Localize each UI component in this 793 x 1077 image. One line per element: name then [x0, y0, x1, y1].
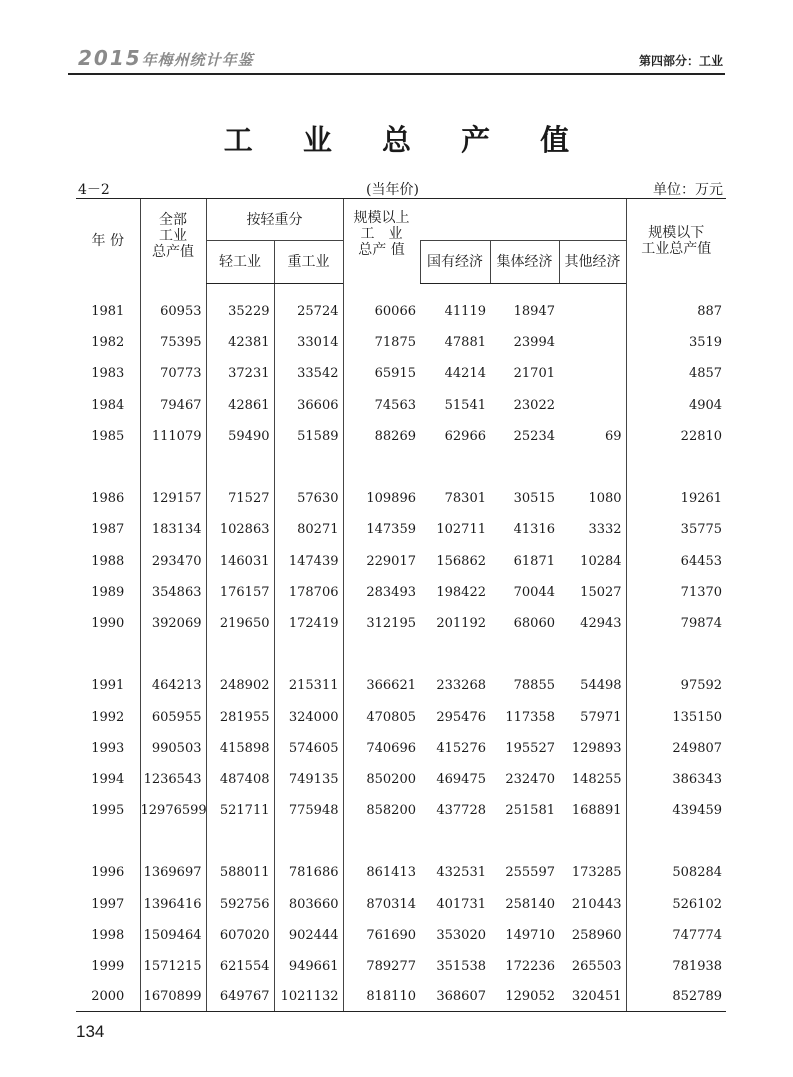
table-row — [76, 358, 726, 389]
value-cell: 233268 — [436, 678, 486, 694]
value-cell: 295476 — [436, 709, 486, 725]
value-cell: 588011 — [206, 857, 274, 888]
table-row — [76, 920, 726, 951]
table-row — [76, 733, 726, 764]
value-cell: 293470 — [140, 546, 206, 577]
value-cell: 248902 — [206, 670, 274, 701]
value-cell: 33014 — [274, 327, 343, 358]
col-collective: 集体经济 — [490, 241, 559, 284]
value-cell: 487408 — [206, 764, 274, 795]
value-cell: 258140 — [505, 896, 555, 912]
value-cell: 401731 — [436, 896, 486, 912]
year-cell: 1991 — [91, 678, 125, 694]
col-state: 国有经济 — [420, 241, 490, 284]
value-cell: 68060 — [513, 615, 555, 631]
value-cell: 281955 — [206, 701, 274, 732]
table-row — [76, 577, 726, 608]
col-heavy: 重工业 — [274, 241, 343, 284]
value-cell: 78301 — [444, 491, 486, 507]
value-cell: 861413 — [343, 857, 420, 888]
value-cell: 23994 — [513, 335, 555, 351]
year-cell: 1994 — [91, 771, 125, 787]
value-cell: 249807 — [626, 733, 726, 764]
value-cell: 21701 — [513, 366, 555, 382]
value-cell: 129052 — [490, 982, 559, 1012]
table-row — [76, 421, 726, 452]
year-cell: 1985 — [91, 428, 125, 444]
value-cell: 1509464 — [140, 920, 206, 951]
header-rule — [68, 73, 725, 75]
value-cell: 415276 — [436, 740, 486, 756]
table-row — [76, 546, 726, 577]
value-cell: 80271 — [274, 514, 343, 545]
value-cell: 219650 — [206, 608, 274, 639]
year-cell: 1984 — [91, 397, 125, 413]
year-cell: 1986 — [91, 491, 125, 507]
value-cell: 607020 — [206, 920, 274, 951]
year-cell: 1990 — [91, 615, 125, 631]
value-cell: 747774 — [626, 920, 726, 951]
table-row — [76, 982, 726, 1012]
value-cell: 57630 — [274, 483, 343, 514]
value-cell: 386343 — [626, 764, 726, 795]
value-cell: 172236 — [505, 959, 555, 975]
value-cell: 156862 — [436, 553, 486, 569]
year-cell: 1981 — [91, 303, 125, 319]
value-cell — [559, 284, 626, 328]
col-year: 年 份 — [76, 199, 140, 284]
value-cell: 781938 — [626, 951, 726, 982]
value-cell: 949661 — [274, 951, 343, 982]
col-by-weight: 按轻重分 — [206, 199, 343, 241]
value-cell: 368607 — [420, 982, 490, 1012]
value-cell: 172419 — [274, 608, 343, 639]
value-cell: 526102 — [626, 889, 726, 920]
year-cell: 2000 — [76, 982, 140, 1012]
value-cell: 902444 — [274, 920, 343, 951]
value-cell: 30515 — [513, 491, 555, 507]
value-cell: 781686 — [274, 857, 343, 888]
value-cell: 439459 — [626, 795, 726, 826]
value-cell: 392069 — [140, 608, 206, 639]
value-cell: 97592 — [626, 670, 726, 701]
value-cell: 351538 — [436, 959, 486, 975]
value-cell: 70773 — [140, 358, 206, 389]
value-cell: 198422 — [436, 584, 486, 600]
table-row — [76, 284, 726, 328]
value-cell: 789277 — [343, 951, 420, 982]
value-cell: 75395 — [140, 327, 206, 358]
year-cell: 1997 — [91, 896, 125, 912]
value-cell: 818110 — [343, 982, 420, 1012]
table-row — [76, 701, 726, 732]
value-cell: 64453 — [626, 546, 726, 577]
value-cell: 803660 — [274, 889, 343, 920]
value-cell: 283493 — [343, 577, 420, 608]
value-cell: 265503 — [571, 959, 622, 975]
value-cell: 42381 — [206, 327, 274, 358]
value-cell: 88269 — [343, 421, 420, 452]
value-cell: 215311 — [274, 670, 343, 701]
value-cell: 508284 — [626, 857, 726, 888]
value-cell: 79467 — [140, 390, 206, 421]
value-cell: 78855 — [513, 678, 555, 694]
value-cell: 176157 — [206, 577, 274, 608]
table-row — [76, 951, 726, 982]
value-cell: 23022 — [513, 397, 555, 413]
year-cell: 1996 — [91, 865, 125, 881]
col-below-scale: 规模以下 工业总产值 — [626, 199, 726, 284]
value-cell — [559, 358, 626, 389]
value-cell: 858200 — [343, 795, 420, 826]
value-cell: 79874 — [626, 608, 726, 639]
value-cell: 129893 — [571, 740, 622, 756]
table-row — [76, 670, 726, 701]
value-cell: 111079 — [140, 421, 206, 452]
year-cell: 1992 — [91, 709, 125, 725]
value-cell: 57971 — [580, 709, 622, 725]
year-cell: 1988 — [91, 553, 125, 569]
page-number: 134 — [76, 1022, 105, 1041]
value-cell: 324000 — [274, 701, 343, 732]
table-row — [76, 390, 726, 421]
value-cell: 201192 — [436, 615, 486, 631]
table-row — [76, 327, 726, 358]
value-cell: 850200 — [343, 764, 420, 795]
value-cell: 19261 — [626, 483, 726, 514]
col-above-scale-group — [420, 199, 626, 241]
yearbook-year: 2015 — [78, 46, 142, 70]
value-cell: 35775 — [626, 514, 726, 545]
value-cell: 432531 — [436, 865, 486, 881]
yearbook-header — [78, 46, 254, 70]
col-light: 轻工业 — [206, 241, 274, 284]
value-cell: 353020 — [436, 927, 486, 943]
value-cell: 4904 — [626, 390, 726, 421]
price-note: (当年价) — [366, 182, 419, 198]
value-cell: 195527 — [505, 740, 555, 756]
value-cell: 366621 — [343, 670, 420, 701]
value-cell: 109896 — [343, 483, 420, 514]
table-row — [76, 483, 726, 514]
table-row — [76, 795, 726, 826]
value-cell: 621554 — [206, 951, 274, 982]
value-cell: 255597 — [505, 865, 555, 881]
value-cell: 65915 — [343, 358, 420, 389]
value-cell: 41119 — [444, 304, 486, 320]
value-cell: 69 — [604, 428, 622, 444]
value-cell: 229017 — [343, 546, 420, 577]
value-cell: 232470 — [505, 771, 555, 787]
value-cell: 36606 — [274, 390, 343, 421]
value-cell: 312195 — [343, 608, 420, 639]
value-cell: 35229 — [206, 284, 274, 328]
page-title: 工 业 总 产 值 — [223, 123, 590, 157]
year-cell: 1982 — [91, 335, 125, 351]
value-cell: 470805 — [343, 701, 420, 732]
value-cell: 574605 — [274, 733, 343, 764]
value-cell: 354863 — [140, 577, 206, 608]
value-cell: 22810 — [626, 421, 726, 452]
value-cell: 146031 — [206, 546, 274, 577]
value-cell: 74563 — [343, 390, 420, 421]
value-cell: 740696 — [343, 733, 420, 764]
value-cell: 25724 — [274, 284, 343, 328]
table-number: 4－2 — [78, 182, 110, 198]
value-cell: 183134 — [140, 514, 206, 545]
col-total-output: 全部 工业 总产值 — [140, 199, 206, 284]
value-cell: 852789 — [626, 982, 726, 1012]
value-cell: 1369697 — [140, 857, 206, 888]
value-cell: 42943 — [580, 615, 622, 631]
section-label: 第四部分：工业 — [638, 54, 723, 68]
yearbook-title: 年梅州统计年鉴 — [141, 51, 254, 69]
value-cell: 54498 — [580, 678, 622, 694]
value-cell: 761690 — [343, 920, 420, 951]
value-cell: 749135 — [274, 764, 343, 795]
value-cell: 71370 — [626, 577, 726, 608]
value-cell: 1080 — [588, 491, 622, 507]
table-row — [76, 857, 726, 888]
value-cell: 1670899 — [140, 982, 206, 1012]
value-cell: 320451 — [559, 982, 626, 1012]
value-cell — [559, 327, 626, 358]
output-table — [76, 198, 726, 1012]
value-cell: 37231 — [206, 358, 274, 389]
table-row — [76, 764, 726, 795]
value-cell: 44214 — [444, 366, 486, 382]
table-row — [76, 889, 726, 920]
value-cell: 147439 — [274, 546, 343, 577]
value-cell: 25234 — [513, 428, 555, 444]
value-cell: 60953 — [140, 284, 206, 328]
year-cell: 1983 — [91, 366, 125, 382]
value-cell: 870314 — [343, 889, 420, 920]
value-cell: 71527 — [206, 483, 274, 514]
value-cell: 60066 — [343, 284, 420, 328]
value-cell: 3519 — [626, 327, 726, 358]
value-cell: 251581 — [505, 803, 555, 819]
value-cell: 3332 — [588, 522, 622, 538]
value-cell: 437728 — [436, 803, 486, 819]
value-cell: 148255 — [571, 771, 622, 787]
value-cell: 70044 — [513, 584, 555, 600]
value-cell: 33542 — [274, 358, 343, 389]
value-cell: 887 — [626, 284, 726, 328]
value-cell: 1021132 — [274, 982, 343, 1012]
value-cell: 15027 — [580, 584, 622, 600]
value-cell: 129157 — [140, 483, 206, 514]
value-cell: 178706 — [274, 577, 343, 608]
value-cell: 51541 — [444, 397, 486, 413]
value-cell: 1396416 — [140, 889, 206, 920]
value-cell: 521711 — [206, 795, 274, 826]
value-cell: 258960 — [571, 927, 622, 943]
value-cell — [559, 390, 626, 421]
value-cell: 18947 — [513, 304, 555, 320]
value-cell: 415898 — [206, 733, 274, 764]
value-cell: 990503 — [140, 733, 206, 764]
value-cell: 149710 — [505, 927, 555, 943]
year-cell: 1993 — [91, 740, 125, 756]
year-cell: 1999 — [91, 959, 125, 975]
value-cell: 47881 — [444, 335, 486, 351]
value-cell: 102863 — [206, 514, 274, 545]
table-row — [76, 514, 726, 545]
value-cell: 41316 — [513, 522, 555, 538]
unit-label: 单位：万元 — [653, 182, 723, 198]
value-cell: 62966 — [444, 428, 486, 444]
value-cell: 1571215 — [140, 951, 206, 982]
value-cell: 12976599 — [140, 795, 206, 826]
value-cell: 210443 — [571, 896, 622, 912]
value-cell: 168891 — [571, 803, 622, 819]
value-cell: 102711 — [436, 522, 486, 538]
value-cell: 1236543 — [140, 764, 206, 795]
value-cell: 173285 — [571, 865, 622, 881]
value-cell: 117358 — [505, 709, 555, 725]
value-cell: 42861 — [206, 390, 274, 421]
value-cell: 4857 — [626, 358, 726, 389]
value-cell: 51589 — [274, 421, 343, 452]
value-cell: 605955 — [140, 701, 206, 732]
year-cell: 1998 — [91, 927, 125, 943]
value-cell: 59490 — [206, 421, 274, 452]
group-spacer — [76, 826, 726, 857]
table-row — [76, 608, 726, 639]
value-cell: 147359 — [343, 514, 420, 545]
value-cell: 61871 — [513, 553, 555, 569]
value-cell: 592756 — [206, 889, 274, 920]
group-spacer — [76, 639, 726, 670]
value-cell: 10284 — [580, 553, 622, 569]
col-other: 其他经济 — [559, 241, 626, 284]
group-spacer — [76, 452, 726, 483]
col-above-scale: 规模以上 工 业 总产 值 — [343, 199, 420, 284]
value-cell: 71875 — [343, 327, 420, 358]
year-cell: 1987 — [91, 522, 125, 538]
year-cell: 1989 — [91, 584, 125, 600]
value-cell: 464213 — [140, 670, 206, 701]
value-cell: 469475 — [436, 771, 486, 787]
value-cell: 135150 — [626, 701, 726, 732]
value-cell: 775948 — [274, 795, 343, 826]
value-cell: 649767 — [206, 982, 274, 1012]
year-cell: 1995 — [91, 803, 125, 819]
